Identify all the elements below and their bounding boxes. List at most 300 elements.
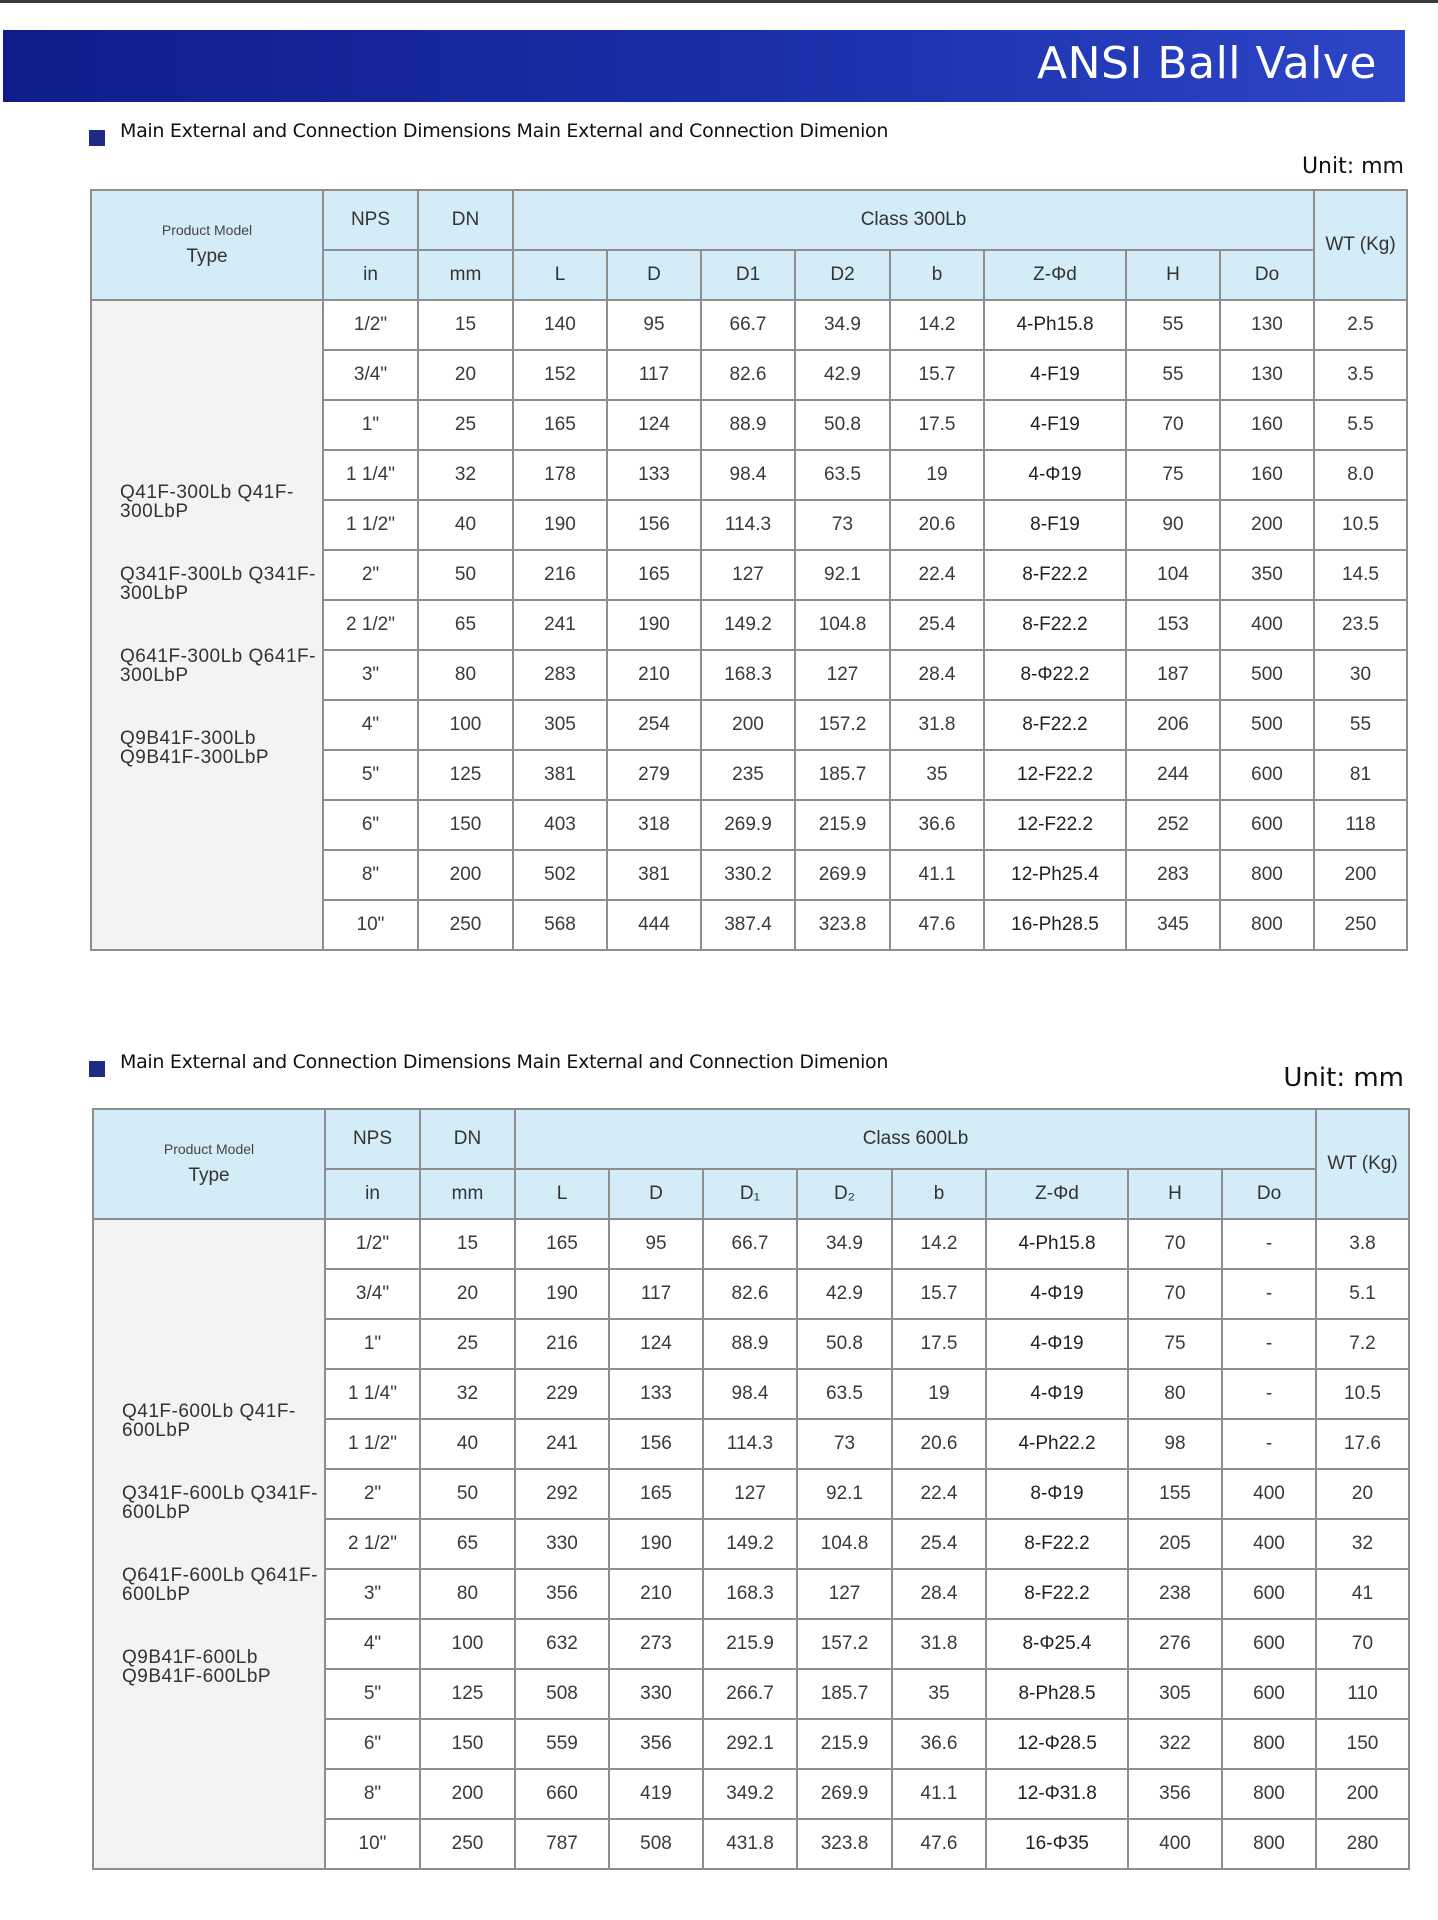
- nps-unit: in: [325, 1169, 420, 1219]
- cell-z-phi-d: 4-Ph15.8: [984, 300, 1126, 350]
- cell-l: 660: [515, 1769, 609, 1819]
- cell-dn: 150: [420, 1719, 515, 1769]
- cell-z-phi-d: 8-F22.2: [986, 1519, 1128, 1569]
- cell-nps: 2 1/2": [325, 1519, 420, 1569]
- type-model: Q41F-300Lb Q41F-300LbP: [120, 482, 294, 522]
- cell-do: -: [1222, 1369, 1316, 1419]
- cell-l: 787: [515, 1819, 609, 1869]
- cell-d: 210: [607, 650, 701, 700]
- cell-b: 47.6: [890, 900, 984, 950]
- cell-wt: 14.5: [1314, 550, 1407, 600]
- cell-l: 559: [515, 1719, 609, 1769]
- col-h: H: [1126, 250, 1220, 300]
- col-d: D: [607, 250, 701, 300]
- product-model-header: [93, 1109, 325, 1219]
- cell-dn: 25: [420, 1319, 515, 1369]
- cell-do: 350: [1220, 550, 1314, 600]
- unit-label: Unit: mm: [1301, 154, 1404, 179]
- cell-l: 140: [513, 300, 607, 350]
- cell-d2: 215.9: [797, 1719, 892, 1769]
- square-bullet-icon: [89, 1061, 105, 1077]
- cell-do: 400: [1220, 600, 1314, 650]
- cell-nps: 3/4": [325, 1269, 420, 1319]
- cell-wt: 5.5: [1314, 400, 1407, 450]
- cell-h: 104: [1126, 550, 1220, 600]
- cell-dn: 250: [420, 1819, 515, 1869]
- cell-z-phi-d: 8-Φ25.4: [986, 1619, 1128, 1669]
- cell-nps: 10": [323, 900, 418, 950]
- col-do: Do: [1220, 250, 1314, 300]
- cell-do: 160: [1220, 400, 1314, 450]
- cell-h: 205: [1128, 1519, 1222, 1569]
- cell-nps: 1/2": [325, 1219, 420, 1269]
- cell-dn: 15: [420, 1219, 515, 1269]
- dimension-table-class-300: [90, 189, 1408, 951]
- cell-d1: 266.7: [703, 1669, 797, 1719]
- cell-d1: 66.7: [703, 1219, 797, 1269]
- cell-d: 508: [609, 1819, 703, 1869]
- cell-do: -: [1222, 1319, 1316, 1369]
- cell-l: 502: [513, 850, 607, 900]
- cell-b: 47.6: [892, 1819, 986, 1869]
- cell-nps: 6": [325, 1719, 420, 1769]
- type-model: Q641F-300Lb Q641F-300LbP: [120, 646, 316, 686]
- cell-do: 500: [1220, 650, 1314, 700]
- cell-b: 22.4: [892, 1469, 986, 1519]
- table-row: [91, 300, 1407, 350]
- cell-z-phi-d: 8-F22.2: [986, 1569, 1128, 1619]
- cell-nps: 10": [325, 1819, 420, 1869]
- cell-l: 241: [513, 600, 607, 650]
- cell-z-phi-d: 8-Φ22.2: [984, 650, 1126, 700]
- unit-label: Unit: mm: [1283, 1063, 1404, 1093]
- cell-d: 190: [607, 600, 701, 650]
- cell-l: 190: [513, 500, 607, 550]
- cell-d2: 42.9: [797, 1269, 892, 1319]
- cell-do: -: [1222, 1219, 1316, 1269]
- cell-z-phi-d: 4-Φ19: [986, 1269, 1128, 1319]
- cell-nps: 5": [323, 750, 418, 800]
- product-model-header: [91, 190, 323, 300]
- cell-wt: 8.0: [1314, 450, 1407, 500]
- cell-wt: 280: [1316, 1819, 1409, 1869]
- type-list: [93, 1219, 325, 1869]
- cell-l: 403: [513, 800, 607, 850]
- cell-d1: 200: [701, 700, 795, 750]
- product-model-label: Product Model: [163, 1141, 255, 1157]
- cell-wt: 2.5: [1314, 300, 1407, 350]
- cell-b: 31.8: [892, 1619, 986, 1669]
- type-model: Q341F-300Lb Q341F-300LbP: [120, 564, 316, 604]
- cell-z-phi-d: 16-Ph28.5: [984, 900, 1126, 950]
- cell-d2: 104.8: [795, 600, 890, 650]
- cell-l: 330: [515, 1519, 609, 1569]
- cell-h: 244: [1126, 750, 1220, 800]
- cell-b: 28.4: [890, 650, 984, 700]
- cell-wt: 10.5: [1314, 500, 1407, 550]
- cell-nps: 3": [323, 650, 418, 700]
- cell-l: 632: [515, 1619, 609, 1669]
- cell-d: 330: [609, 1669, 703, 1719]
- cell-d: 133: [607, 450, 701, 500]
- cell-d1: 387.4: [701, 900, 795, 950]
- cell-h: 70: [1126, 400, 1220, 450]
- cell-b: 36.6: [892, 1719, 986, 1769]
- cell-wt: 20: [1316, 1469, 1409, 1519]
- cell-l: 292: [515, 1469, 609, 1519]
- cell-d2: 73: [795, 500, 890, 550]
- cell-h: 322: [1128, 1719, 1222, 1769]
- cell-dn: 50: [420, 1469, 515, 1519]
- cell-d: 165: [609, 1469, 703, 1519]
- cell-d1: 215.9: [703, 1619, 797, 1669]
- cell-nps: 8": [325, 1769, 420, 1819]
- cell-d: 210: [609, 1569, 703, 1619]
- cell-wt: 41: [1316, 1569, 1409, 1619]
- cell-h: 345: [1126, 900, 1220, 950]
- cell-nps: 1 1/2": [325, 1419, 420, 1469]
- cell-h: 98: [1128, 1419, 1222, 1469]
- cell-l: 381: [513, 750, 607, 800]
- cell-d: 133: [609, 1369, 703, 1419]
- cell-l: 216: [515, 1319, 609, 1369]
- type-list: [91, 300, 323, 950]
- cell-b: 35: [892, 1669, 986, 1719]
- cell-wt: 17.6: [1316, 1419, 1409, 1469]
- type-model: Q41F-600Lb Q41F-600LbP: [122, 1401, 296, 1441]
- cell-b: 17.5: [892, 1319, 986, 1369]
- cell-z-phi-d: 4-F19: [984, 400, 1126, 450]
- cell-do: -: [1222, 1269, 1316, 1319]
- col-d1: D1: [701, 250, 795, 300]
- nps-header: NPS: [323, 190, 418, 250]
- cell-do: 200: [1220, 500, 1314, 550]
- col-d: D: [609, 1169, 703, 1219]
- dn-header: DN: [420, 1109, 515, 1169]
- cell-d2: 127: [795, 650, 890, 700]
- cell-d: 318: [607, 800, 701, 850]
- cell-wt: 23.5: [1314, 600, 1407, 650]
- cell-do: 400: [1222, 1519, 1316, 1569]
- cell-d: 165: [607, 550, 701, 600]
- cell-h: 55: [1126, 300, 1220, 350]
- cell-z-phi-d: 16-Φ35: [986, 1819, 1128, 1869]
- cell-do: 600: [1222, 1669, 1316, 1719]
- col-d2: D2: [795, 250, 890, 300]
- cell-z-phi-d: 12-Φ31.8: [986, 1769, 1128, 1819]
- cell-l: 508: [515, 1669, 609, 1719]
- cell-d: 95: [607, 300, 701, 350]
- cell-nps: 3/4": [323, 350, 418, 400]
- cell-d1: 149.2: [703, 1519, 797, 1569]
- cell-dn: 32: [418, 450, 513, 500]
- square-bullet-icon: [89, 130, 105, 146]
- cell-do: 800: [1220, 900, 1314, 950]
- cell-do: 600: [1220, 750, 1314, 800]
- cell-wt: 81: [1314, 750, 1407, 800]
- cell-h: 187: [1126, 650, 1220, 700]
- cell-dn: 25: [418, 400, 513, 450]
- cell-z-phi-d: 4-Ph15.8: [986, 1219, 1128, 1269]
- cell-nps: 8": [323, 850, 418, 900]
- cell-d2: 92.1: [795, 550, 890, 600]
- type-label: Type: [186, 246, 228, 267]
- cell-wt: 5.1: [1316, 1269, 1409, 1319]
- cell-l: 152: [513, 350, 607, 400]
- cell-d2: 127: [797, 1569, 892, 1619]
- dn-unit: mm: [418, 250, 513, 300]
- cell-d1: 168.3: [701, 650, 795, 700]
- dn-unit: mm: [420, 1169, 515, 1219]
- wt-header: WT (Kg): [1314, 190, 1407, 300]
- cell-d: 95: [609, 1219, 703, 1269]
- cell-h: 305: [1128, 1669, 1222, 1719]
- cell-do: 500: [1220, 700, 1314, 750]
- cell-do: -: [1222, 1419, 1316, 1469]
- cell-wt: 55: [1314, 700, 1407, 750]
- cell-h: 153: [1126, 600, 1220, 650]
- cell-dn: 40: [420, 1419, 515, 1469]
- cell-d1: 98.4: [703, 1369, 797, 1419]
- cell-d: 117: [607, 350, 701, 400]
- col-z-phi-d: Z-Φd: [984, 250, 1126, 300]
- cell-nps: 1": [323, 400, 418, 450]
- cell-d1: 98.4: [701, 450, 795, 500]
- cell-d: 156: [607, 500, 701, 550]
- col-l: L: [513, 250, 607, 300]
- cell-l: 356: [515, 1569, 609, 1619]
- cell-l: 165: [513, 400, 607, 450]
- cell-h: 238: [1128, 1569, 1222, 1619]
- cell-d1: 431.8: [703, 1819, 797, 1869]
- cell-dn: 200: [420, 1769, 515, 1819]
- cell-nps: 1 1/2": [323, 500, 418, 550]
- col-do: Do: [1222, 1169, 1316, 1219]
- cell-z-phi-d: 12-Ph25.4: [984, 850, 1126, 900]
- cell-h: 80: [1128, 1369, 1222, 1419]
- cell-nps: 1 1/4": [323, 450, 418, 500]
- cell-d: 381: [607, 850, 701, 900]
- cell-d: 356: [609, 1719, 703, 1769]
- cell-d2: 34.9: [797, 1219, 892, 1269]
- cell-wt: 3.8: [1316, 1219, 1409, 1269]
- cell-d2: 185.7: [795, 750, 890, 800]
- cell-d1: 88.9: [701, 400, 795, 450]
- col-d1: D₁: [703, 1169, 797, 1219]
- nps-header: NPS: [325, 1109, 420, 1169]
- cell-d: 124: [609, 1319, 703, 1369]
- cell-h: 155: [1128, 1469, 1222, 1519]
- cell-z-phi-d: 8-F22.2: [984, 550, 1126, 600]
- cell-d1: 66.7: [701, 300, 795, 350]
- nps-unit: in: [323, 250, 418, 300]
- cell-d2: 50.8: [797, 1319, 892, 1369]
- cell-d: 254: [607, 700, 701, 750]
- cell-d1: 149.2: [701, 600, 795, 650]
- cell-d: 444: [607, 900, 701, 950]
- cell-d2: 73: [797, 1419, 892, 1469]
- cell-d: 419: [609, 1769, 703, 1819]
- cell-l: 305: [513, 700, 607, 750]
- cell-l: 229: [515, 1369, 609, 1419]
- cell-h: 75: [1126, 450, 1220, 500]
- cell-do: 800: [1222, 1769, 1316, 1819]
- cell-h: 356: [1128, 1769, 1222, 1819]
- section-title: Main External and Connection Dimensions Main External and Connection Dimenion: [120, 120, 889, 142]
- cell-d1: 127: [701, 550, 795, 600]
- type-model: Q9B41F-600Lb Q9B41F-600LbP: [122, 1647, 272, 1687]
- cell-b: 17.5: [890, 400, 984, 450]
- cell-h: 283: [1126, 850, 1220, 900]
- cell-b: 14.2: [892, 1219, 986, 1269]
- cell-do: 800: [1222, 1819, 1316, 1869]
- cell-nps: 4": [323, 700, 418, 750]
- dn-header: DN: [418, 190, 513, 250]
- col-l: L: [515, 1169, 609, 1219]
- cell-do: 400: [1222, 1469, 1316, 1519]
- cell-d: 117: [609, 1269, 703, 1319]
- cell-b: 14.2: [890, 300, 984, 350]
- cell-wt: 118: [1314, 800, 1407, 850]
- cell-dn: 100: [418, 700, 513, 750]
- cell-b: 20.6: [892, 1419, 986, 1469]
- cell-h: 252: [1126, 800, 1220, 850]
- cell-do: 800: [1220, 850, 1314, 900]
- cell-do: 800: [1222, 1719, 1316, 1769]
- cell-z-phi-d: 8-F19: [984, 500, 1126, 550]
- cell-do: 600: [1222, 1619, 1316, 1669]
- cell-dn: 20: [420, 1269, 515, 1319]
- cell-dn: 20: [418, 350, 513, 400]
- cell-d1: 330.2: [701, 850, 795, 900]
- cell-l: 178: [513, 450, 607, 500]
- cell-l: 216: [513, 550, 607, 600]
- cell-nps: 1": [325, 1319, 420, 1369]
- cell-d2: 34.9: [795, 300, 890, 350]
- type-label: Type: [188, 1165, 230, 1186]
- cell-d1: 114.3: [701, 500, 795, 550]
- cell-d: 124: [607, 400, 701, 450]
- cell-h: 70: [1128, 1269, 1222, 1319]
- cell-d1: 269.9: [701, 800, 795, 850]
- cell-z-phi-d: 8-Ph28.5: [986, 1669, 1128, 1719]
- cell-dn: 150: [418, 800, 513, 850]
- type-model: Q341F-600Lb Q341F-600LbP: [122, 1483, 318, 1523]
- cell-d1: 127: [703, 1469, 797, 1519]
- cell-d2: 50.8: [795, 400, 890, 450]
- cell-dn: 80: [420, 1569, 515, 1619]
- cell-d2: 104.8: [797, 1519, 892, 1569]
- cell-d2: 157.2: [795, 700, 890, 750]
- cell-do: 600: [1222, 1569, 1316, 1619]
- cell-wt: 70: [1316, 1619, 1409, 1669]
- cell-d1: 292.1: [703, 1719, 797, 1769]
- cell-dn: 65: [418, 600, 513, 650]
- cell-wt: 150: [1316, 1719, 1409, 1769]
- cell-l: 568: [513, 900, 607, 950]
- cell-wt: 3.5: [1314, 350, 1407, 400]
- cell-d1: 82.6: [703, 1269, 797, 1319]
- top-rule: [0, 0, 1438, 3]
- cell-dn: 32: [420, 1369, 515, 1419]
- cell-b: 36.6: [890, 800, 984, 850]
- header-banner: [3, 30, 1405, 102]
- cell-z-phi-d: 8-F22.2: [984, 600, 1126, 650]
- cell-b: 31.8: [890, 700, 984, 750]
- cell-nps: 5": [325, 1669, 420, 1719]
- cell-h: 206: [1126, 700, 1220, 750]
- cell-do: 600: [1220, 800, 1314, 850]
- cell-d1: 349.2: [703, 1769, 797, 1819]
- cell-wt: 250: [1314, 900, 1407, 950]
- cell-l: 283: [513, 650, 607, 700]
- cell-d2: 63.5: [795, 450, 890, 500]
- cell-l: 241: [515, 1419, 609, 1469]
- page-title: ANSI Ball Valve: [1037, 38, 1377, 89]
- cell-dn: 80: [418, 650, 513, 700]
- cell-d2: 269.9: [795, 850, 890, 900]
- cell-dn: 125: [420, 1669, 515, 1719]
- cell-b: 25.4: [892, 1519, 986, 1569]
- cell-d2: 323.8: [797, 1819, 892, 1869]
- cell-dn: 200: [418, 850, 513, 900]
- cell-d2: 269.9: [797, 1769, 892, 1819]
- col-z-phi-d: Z-Φd: [986, 1169, 1128, 1219]
- cell-h: 276: [1128, 1619, 1222, 1669]
- cell-dn: 250: [418, 900, 513, 950]
- cell-d2: 323.8: [795, 900, 890, 950]
- type-model: Q9B41F-300Lb Q9B41F-300LbP: [120, 728, 270, 768]
- cell-wt: 200: [1314, 850, 1407, 900]
- cell-d1: 82.6: [701, 350, 795, 400]
- cell-z-phi-d: 8-F22.2: [984, 700, 1126, 750]
- type-model: Q641F-600Lb Q641F-600LbP: [122, 1565, 318, 1605]
- cell-dn: 125: [418, 750, 513, 800]
- cell-dn: 65: [420, 1519, 515, 1569]
- cell-b: 28.4: [892, 1569, 986, 1619]
- cell-d: 273: [609, 1619, 703, 1669]
- cell-h: 55: [1126, 350, 1220, 400]
- cell-b: 15.7: [892, 1269, 986, 1319]
- cell-d1: 235: [701, 750, 795, 800]
- cell-z-phi-d: 12-F22.2: [984, 800, 1126, 850]
- cell-nps: 2": [323, 550, 418, 600]
- cell-b: 20.6: [890, 500, 984, 550]
- cell-z-phi-d: 8-Φ19: [986, 1469, 1128, 1519]
- cell-wt: 7.2: [1316, 1319, 1409, 1369]
- cell-z-phi-d: 4-Φ19: [986, 1369, 1128, 1419]
- wt-header: WT (Kg): [1316, 1109, 1409, 1219]
- cell-nps: 2": [325, 1469, 420, 1519]
- cell-do: 130: [1220, 350, 1314, 400]
- cell-nps: 4": [325, 1619, 420, 1669]
- cell-z-phi-d: 12-Φ28.5: [986, 1719, 1128, 1769]
- cell-h: 90: [1126, 500, 1220, 550]
- cell-b: 35: [890, 750, 984, 800]
- cell-wt: 32: [1316, 1519, 1409, 1569]
- section-title: Main External and Connection Dimensions Main External and Connection Dimenion: [120, 1051, 889, 1073]
- cell-d1: 168.3: [703, 1569, 797, 1619]
- cell-l: 165: [515, 1219, 609, 1269]
- product-model-label: Product Model: [161, 222, 253, 238]
- cell-d: 279: [607, 750, 701, 800]
- cell-nps: 1 1/4": [325, 1369, 420, 1419]
- cell-h: 70: [1128, 1219, 1222, 1269]
- cell-h: 75: [1128, 1319, 1222, 1369]
- cell-d2: 92.1: [797, 1469, 892, 1519]
- cell-nps: 1/2": [323, 300, 418, 350]
- cell-wt: 30: [1314, 650, 1407, 700]
